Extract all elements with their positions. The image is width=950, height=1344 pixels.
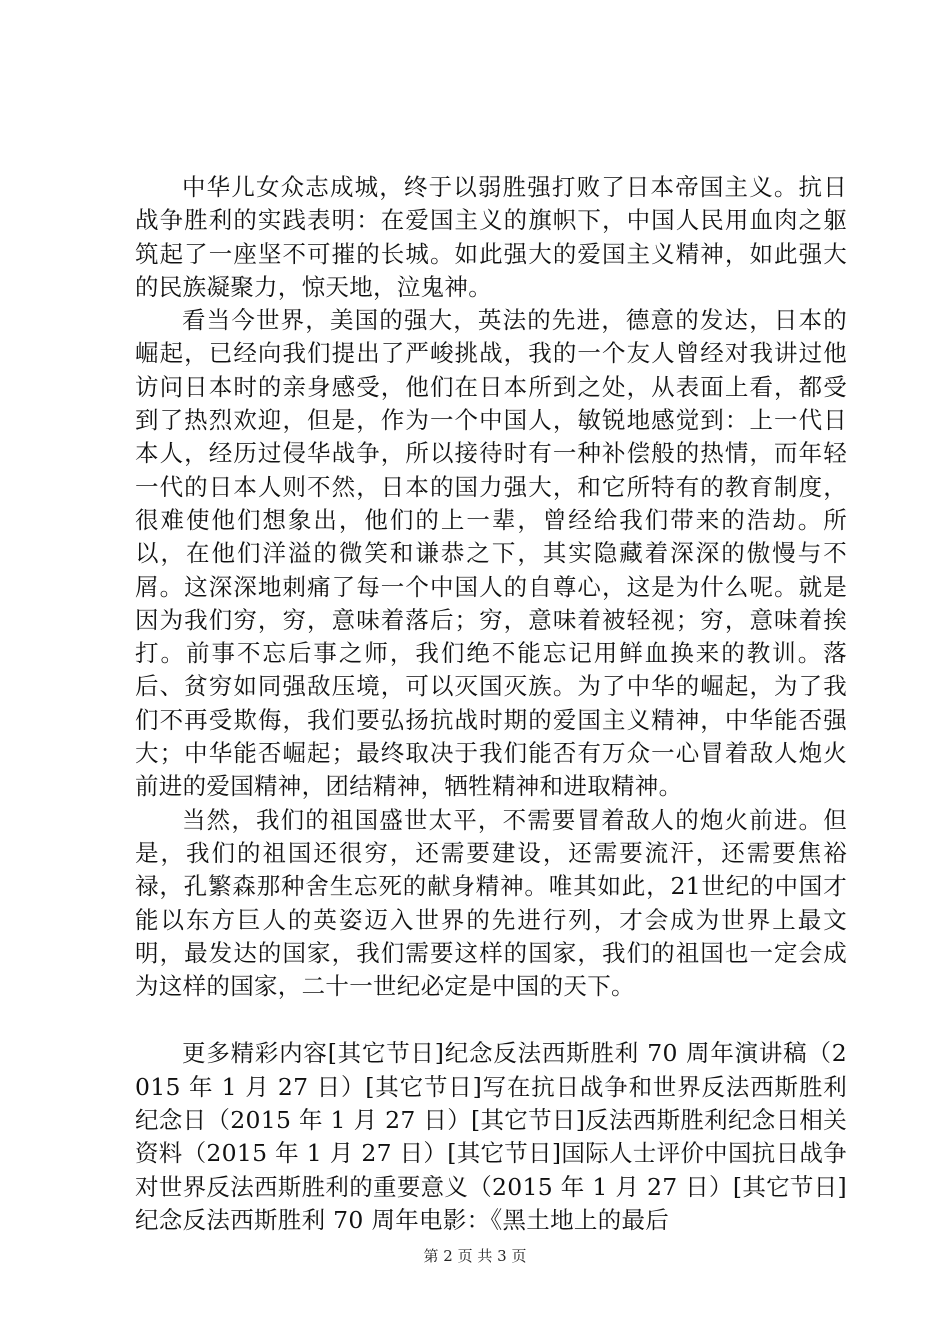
paragraph-motherland: 当然，我们的祖国盛世太平，不需要冒着敌人的炮火前进。但是，我们的祖国还很穷，还需要建设，还需要流汗，还需要焦裕禄，孔繁森那种舍生忘死的献身精神。唯其如此，21世纪的中国才能以东方巨人的英姿迈入世界的先进行列，才会成为世界上最文明，最发达的国家，我们需要这样的国家，我们的祖国也一定会成为这样的国家，二十一世纪必定是中国的天下。 (135, 805, 847, 1001)
paragraph-victory: 中华儿女众志成城，终于以弱胜强打败了日本帝国主义。抗日战争胜利的实践表明：在爱国主义的旗帜下，中国人民用血肉之躯筑起了一座坚不可摧的长城。如此强大的爱国主义精神，如此强大的民族凝聚力，惊天地，泣鬼神。 (135, 173, 847, 301)
paragraph-spacer (135, 1003, 847, 1037)
document-body (135, 171, 847, 1237)
page-number-footer: 第 2 页 共 3 页 (423, 1247, 527, 1265)
paragraph-today-world: 看当今世界，美国的强大，英法的先进，德意的发达，日本的崛起，已经向我们提出了严峻挑战，我的一个友人曾经对我讲过他访问日本时的亲身感受，他们在日本所到之处，从表面上看，都受到了热烈欢迎，但是，作为一个中国人，敏锐地感觉到：上一代日本人，经历过侵华战争，所以接待时有一种补偿般的热情，而年轻一代的日本人则不然，日本的国力强大，和它所特有的教育制度，很难使他们想象出，他们的上一辈，曾经给我们带来的浩劫。所以，在他们洋溢的微笑和谦恭之下，其实隐藏着深深的傲慢与不屑。这深深地刺痛了每一个中国人的自尊心，这是为什么呢。就是因为我们穷，穷，意味着落后；穷，意味着被轻视；穷，意味着挨打。前事不忘后事之师，我们绝不能忘记用鲜血换来的教训。落后、贫穷如同强敌压境，可以灭国灭族。为了中华的崛起，为了我们不再受欺侮，我们要弘扬抗战时期的爱国主义精神，中华能否强大；中华能否崛起；最终取决于我们能否有万众一心冒着敌人炮火前进的爱国精神，团结精神，牺牲精神和进取精神。 (135, 306, 847, 801)
more-content-links: 更多精彩内容[其它节日]纪念反法西斯胜利 70 周年演讲稿（2015 年 1 月 27 日）[其它节日]写在抗日战争和世界反法西斯胜利纪念日（2015 年 1 月 27 日）[其它节日]反法西斯胜利纪念日相关资料（2015 年 1 月 27 日）[其它节日]国际人士评价中国抗日战争对世界反法西斯胜利的重要意义（2015 年 1 月 27 日）[其它节日]纪念反法西斯胜利 70 周年电影：《黑土地上的最后 (135, 1039, 847, 1234)
